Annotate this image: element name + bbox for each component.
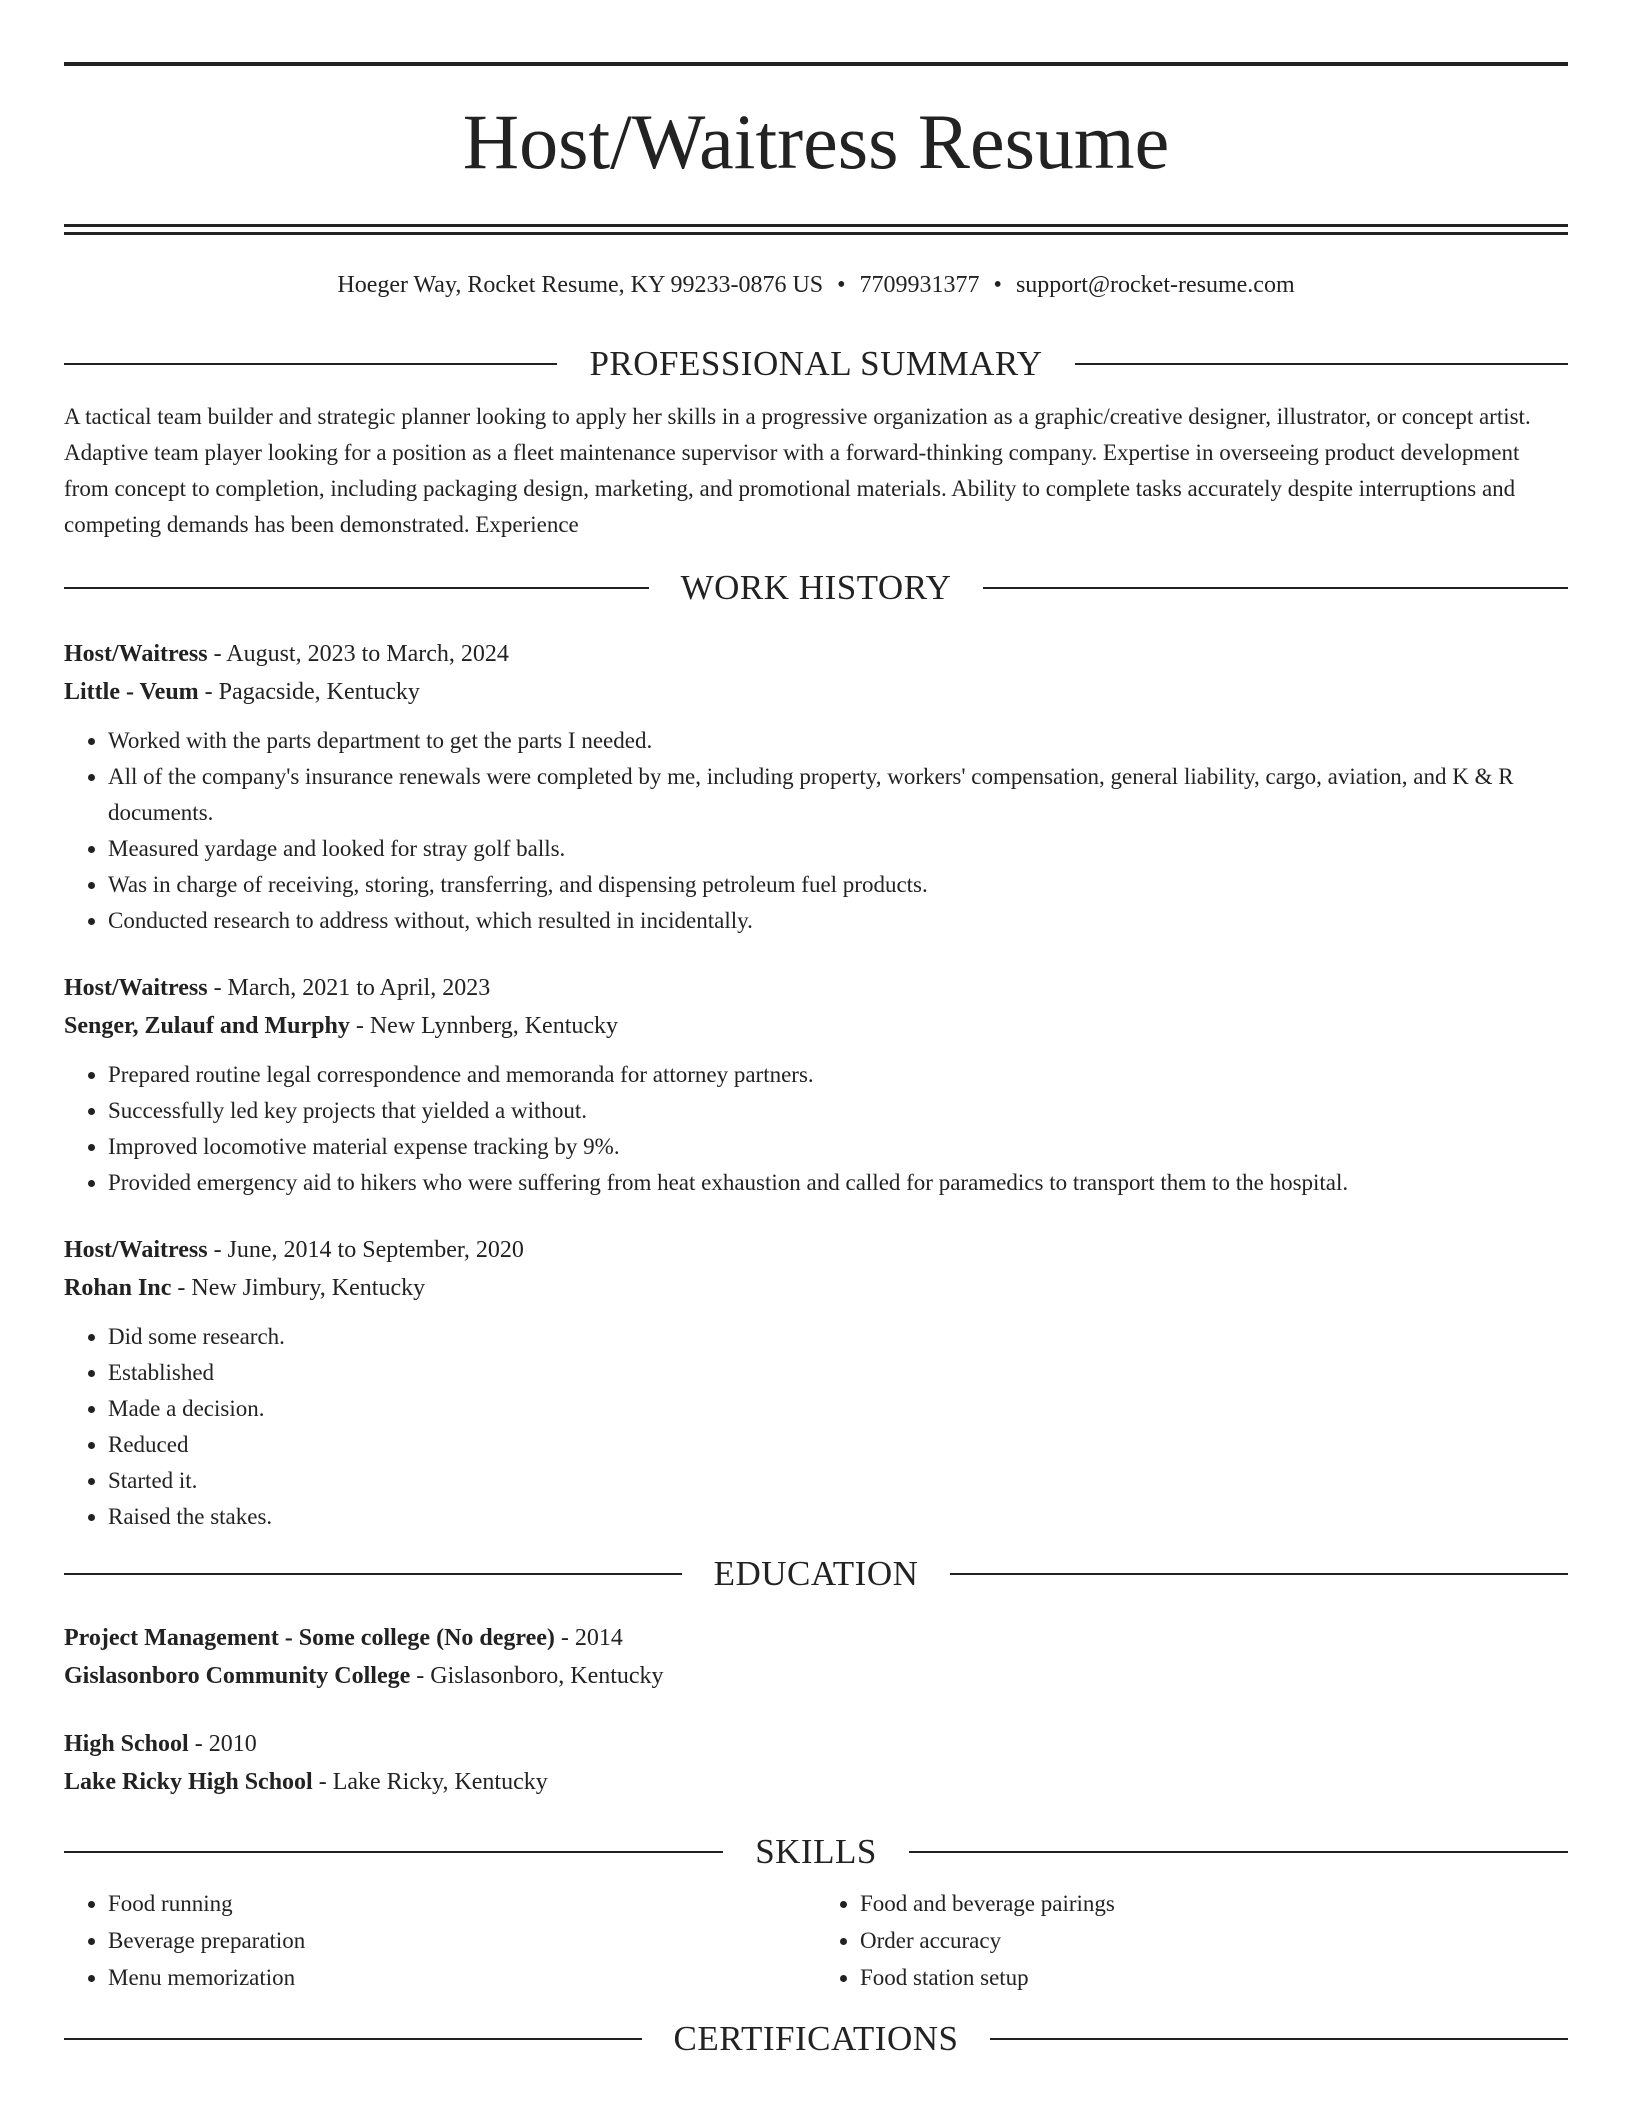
section-heading-education [64,1551,1568,1597]
contact-line [64,269,1568,301]
skills-columns [64,1885,1568,1996]
heading-rule [909,1851,1568,1853]
section-title: CERTIFICATIONS [673,2019,959,2058]
employer-location: - New Lynnberg, Kentucky [349,1013,619,1039]
employer-line [64,1269,1568,1307]
degree-year: - 2010 [188,1731,257,1757]
list-item: • Started it. [108,1463,1568,1499]
contact-email: support@rocket-resume.com [1015,272,1295,298]
employer-location: - Pagacside, Kentucky [198,679,420,705]
job-duties-list [64,723,1568,939]
skill-item: • Order accuracy [860,1922,1568,1959]
heading-rule [64,1851,723,1853]
resume-page [64,0,1568,2062]
degree-year: - 2014 [554,1625,623,1651]
heading-rule [1075,363,1568,365]
job-title-line [64,635,1568,673]
list-item: • Was in charge of receiving, storing, transferring, and dispensing petroleum fuel products. [108,867,1568,903]
school-line [64,1657,1568,1695]
heading-rule [64,363,557,365]
job-role: Host/Waitress [64,975,208,1001]
list-item: • Established [108,1355,1568,1391]
school-line [64,1763,1568,1801]
list-item: • Did some research. [108,1319,1568,1355]
job-duties-list [64,1319,1568,1535]
job-duties-list [64,1057,1568,1201]
section-heading-work [64,565,1568,611]
job-role: Host/Waitress [64,1237,208,1263]
heading-rule [64,587,649,589]
list-item: • Provided emergency aid to hikers who were suffering from heat exhaustion and called for paramedics to transport them to the hospital. [108,1165,1568,1201]
degree-name: Project Management - Some college (No degree) [64,1625,555,1651]
degree-line [64,1725,1568,1763]
section-title: EDUCATION [713,1554,919,1593]
list-item: • Reduced [108,1427,1568,1463]
contact-separator: • [837,272,846,298]
list-item: • Conducted research to address without, which resulted in incidentally. [108,903,1568,939]
list-item: • Improved locomotive material expense tracking by 9%. [108,1129,1568,1165]
contact-address: Hoeger Way, Rocket Resume, KY 99233-0876 US [337,272,824,298]
skills-list-left [64,1885,816,1996]
job-dates: - August, 2023 to March, 2024 [207,641,509,667]
employer-name: Little - Veum [64,679,199,705]
degree-line [64,1619,1568,1657]
list-item: • Worked with the parts department to get the parts I needed. [108,723,1568,759]
contact-phone: 7709931377 [859,272,980,298]
skill-item: • Food and beverage pairings [860,1885,1568,1922]
education-entry [64,1619,1568,1695]
title-double-rule [64,224,1568,235]
section-heading-certifications [64,2016,1568,2062]
list-item: • Raised the stakes. [108,1499,1568,1535]
skill-item: • Food station setup [860,1959,1568,1996]
job-dates: - June, 2014 to September, 2020 [207,1237,524,1263]
section-heading-summary [64,341,1568,387]
section-title: SKILLS [755,1832,877,1871]
section-title: WORK HISTORY [680,568,952,607]
school-name: Lake Ricky High School [64,1769,313,1795]
school-name: Gislasonboro Community College [64,1663,411,1689]
contact-separator: • [993,272,1002,298]
employer-line [64,673,1568,711]
list-item: • Made a decision. [108,1391,1568,1427]
employer-location: - New Jimbury, Kentucky [171,1275,426,1301]
school-location: - Gislasonboro, Kentucky [410,1663,664,1689]
list-item: • All of the company's insurance renewals were completed by me, including property, workers' compensation, general liability, cargo, aviation, and K & R documents. [108,759,1568,831]
employer-name: Senger, Zulauf and Murphy [64,1013,350,1039]
skill-item: • Food running [108,1885,816,1922]
heading-rule [983,587,1568,589]
skill-item: • Menu memorization [108,1959,816,1996]
education-entry [64,1725,1568,1801]
section-title: PROFESSIONAL SUMMARY [589,344,1043,383]
skill-item: • Beverage preparation [108,1922,816,1959]
school-location: - Lake Ricky, Kentucky [312,1769,548,1795]
heading-rule [950,1573,1568,1575]
job-role: Host/Waitress [64,641,208,667]
degree-name: High School [64,1731,189,1757]
heading-rule [990,2038,1568,2040]
resume-title: Host/Waitress Resume [462,98,1170,185]
work-entry [64,635,1568,939]
top-rule [64,62,1568,66]
skills-list-right [816,1885,1568,1996]
job-title-line [64,1231,1568,1269]
work-entry [64,1231,1568,1535]
employer-name: Rohan Inc [64,1275,172,1301]
job-dates: - March, 2021 to April, 2023 [207,975,491,1001]
list-item: • Prepared routine legal correspondence and memoranda for attorney partners. [108,1057,1568,1093]
work-entry [64,969,1568,1201]
summary-text: A tactical team builder and strategic planner looking to apply her skills in a progressive organization as a graphic/creative designer, illustrator, or concept artist. Adaptive team player looking for a position as a fleet maintenance supervisor with a forward-thinking company. Expertise in overseeing product development from concept to completion, including packaging design, marketing, and promotional materials. Ability to complete tasks accurately despite interruptions and competing demands has been demonstrated. Experience [64,404,1531,537]
heading-rule [64,2038,642,2040]
employer-line [64,1007,1568,1045]
heading-rule [64,1573,682,1575]
section-heading-skills [64,1829,1568,1875]
list-item: • Measured yardage and looked for stray golf balls. [108,831,1568,867]
job-title-line [64,969,1568,1007]
list-item: • Successfully led key projects that yielded a without. [108,1093,1568,1129]
